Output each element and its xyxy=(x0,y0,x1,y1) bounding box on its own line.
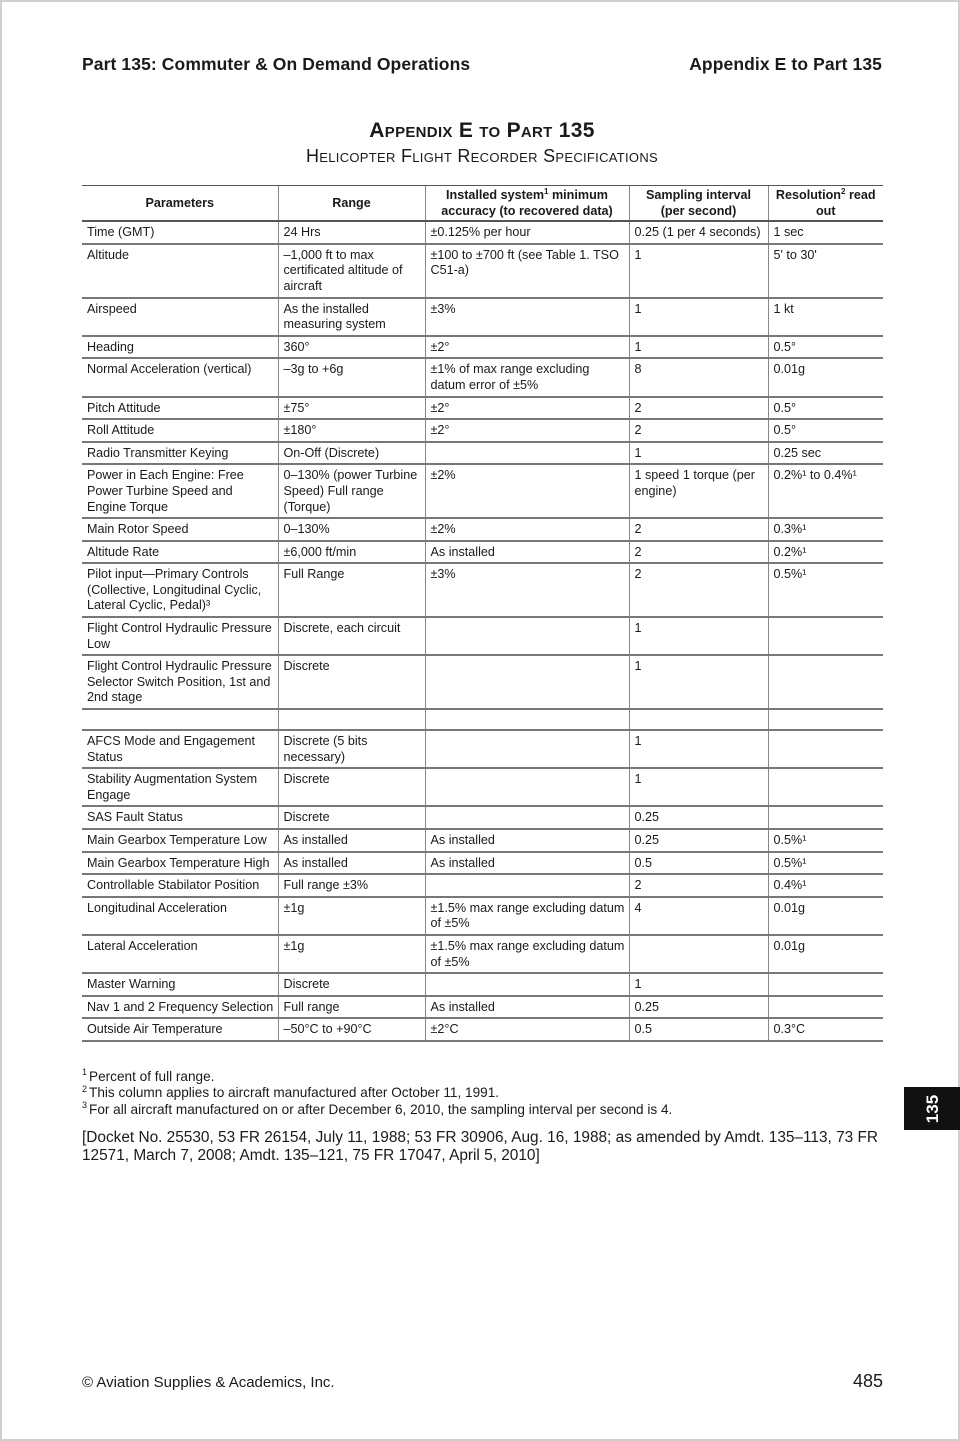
cell-resolution xyxy=(768,709,883,730)
cell-resolution: 0.01g xyxy=(768,935,883,973)
cell-sampling-interval: 1 xyxy=(629,442,768,465)
cell-sampling-interval: 1 xyxy=(629,617,768,655)
cell-range: Full range ±3% xyxy=(278,874,425,897)
cell-parameter: Nav 1 and 2 Frequency Selection xyxy=(82,996,278,1019)
cell-range: 0–130% xyxy=(278,518,425,541)
cell-range: –50°C to +90°C xyxy=(278,1018,425,1041)
cell-resolution: 0.5%¹ xyxy=(768,852,883,875)
cell-sampling-interval: 0.25 (1 per 4 seconds) xyxy=(629,221,768,244)
footnote: $^3$ For all aircraft manufactured on or after December 6, 2010, the sampling interval per second is 4. xyxy=(82,1100,673,1117)
cell-range: As the installed measuring system xyxy=(278,298,425,336)
title-block xyxy=(42,119,922,167)
table-row xyxy=(82,709,883,730)
cell-range: Discrete (5 bits necessary) xyxy=(278,730,425,768)
table-row xyxy=(82,397,883,420)
cell-range: ±1g xyxy=(278,935,425,973)
cell-accuracy: ±3% xyxy=(425,298,629,336)
cell-resolution: 0.5° xyxy=(768,397,883,420)
cell-resolution: 0.5° xyxy=(768,336,883,359)
cell-sampling-interval: 2 xyxy=(629,874,768,897)
cell-resolution: 0.2%¹ xyxy=(768,541,883,564)
table-row xyxy=(82,897,883,935)
cell-accuracy: ±1% of max range excluding datum error of ±5% xyxy=(425,358,629,396)
cell-range: –3g to +6g xyxy=(278,358,425,396)
cell-parameter: Pilot input—Primary Controls (Collective, Longitudinal Cyclic, Lateral Cyclic, Pedal)³ xyxy=(82,563,278,617)
page-footer xyxy=(82,1371,883,1392)
table-row xyxy=(82,518,883,541)
cell-parameter: Main Gearbox Temperature Low xyxy=(82,829,278,852)
cell-range: ±1g xyxy=(278,897,425,935)
cell-accuracy xyxy=(425,874,629,897)
cell-parameter: Radio Transmitter Keying xyxy=(82,442,278,465)
cell-accuracy: ±2°C xyxy=(425,1018,629,1041)
cell-range: 0–130% (power Turbine Speed) Full range (Torque) xyxy=(278,464,425,518)
cell-parameter: Roll Attitude xyxy=(82,419,278,442)
cell-sampling-interval: 1 xyxy=(629,244,768,298)
cell-sampling-interval: 2 xyxy=(629,541,768,564)
cell-accuracy: ±2° xyxy=(425,397,629,420)
cell-accuracy xyxy=(425,617,629,655)
cell-resolution: 0.25 sec xyxy=(768,442,883,465)
table-row xyxy=(82,852,883,875)
cell-range: ±6,000 ft/min xyxy=(278,541,425,564)
cell-sampling-interval: 1 xyxy=(629,298,768,336)
table-row xyxy=(82,1018,883,1041)
table-row xyxy=(82,563,883,617)
table-row xyxy=(82,442,883,465)
cell-resolution: 0.4%¹ xyxy=(768,874,883,897)
cell-resolution xyxy=(768,617,883,655)
cell-sampling-interval xyxy=(629,935,768,973)
cell-range: ±75° xyxy=(278,397,425,420)
section-tab-label: 135 xyxy=(923,1094,942,1123)
cell-accuracy: ±1.5% max range excluding datum of ±5% xyxy=(425,897,629,935)
table-row xyxy=(82,336,883,359)
cell-sampling-interval: 2 xyxy=(629,563,768,617)
header-parameters: Parameters xyxy=(82,186,278,222)
cell-accuracy xyxy=(425,655,629,709)
cell-parameter: Altitude xyxy=(82,244,278,298)
cell-resolution xyxy=(768,996,883,1019)
table-row xyxy=(82,996,883,1019)
cell-range: As installed xyxy=(278,829,425,852)
cell-parameter: Main Gearbox Temperature High xyxy=(82,852,278,875)
footnote: $^2$ This column applies to aircraft manufactured after October 11, 1991. xyxy=(82,1083,500,1101)
cell-accuracy: ±100 to ±700 ft (see Table 1. TSO C51-a) xyxy=(425,244,629,298)
cell-accuracy: As installed xyxy=(425,829,629,852)
cell-sampling-interval: 1 xyxy=(629,336,768,359)
cell-resolution: 0.3°C xyxy=(768,1018,883,1041)
cell-accuracy xyxy=(425,730,629,768)
table-row xyxy=(82,730,883,768)
cell-sampling-interval: 0.5 xyxy=(629,852,768,875)
cell-sampling-interval: 0.25 xyxy=(629,806,768,829)
table-row xyxy=(82,358,883,396)
cell-accuracy: ±2% xyxy=(425,464,629,518)
header-resolution: Resolution$^2$ read out xyxy=(768,186,883,222)
cell-accuracy xyxy=(425,709,629,730)
cell-sampling-interval: 1 speed 1 torque (per engine) xyxy=(629,464,768,518)
cell-parameter: Controllable Stabilator Position xyxy=(82,874,278,897)
cell-resolution: 0.01g xyxy=(768,897,883,935)
table-row xyxy=(82,935,883,973)
cell-resolution: 0.5%¹ xyxy=(768,829,883,852)
cell-resolution xyxy=(768,768,883,806)
cell-range: On-Off (Discrete) xyxy=(278,442,425,465)
cell-accuracy: ±2° xyxy=(425,419,629,442)
cell-sampling-interval: 0.25 xyxy=(629,829,768,852)
table-row xyxy=(82,464,883,518)
cell-resolution: 0.01g xyxy=(768,358,883,396)
cell-sampling-interval: 0.25 xyxy=(629,996,768,1019)
cell-resolution xyxy=(768,730,883,768)
table-row xyxy=(82,768,883,806)
appendix-subtitle: Helicopter Flight Recorder Specifications xyxy=(306,146,658,166)
cell-resolution xyxy=(768,806,883,829)
cell-resolution: 1 sec xyxy=(768,221,883,244)
cell-parameter: Time (GMT) xyxy=(82,221,278,244)
cell-sampling-interval: 2 xyxy=(629,397,768,420)
copyright: © Aviation Supplies & Academics, Inc. xyxy=(82,1374,335,1391)
cell-accuracy xyxy=(425,442,629,465)
flight-recorder-spec-table xyxy=(82,185,883,1042)
cell-range: Discrete xyxy=(278,768,425,806)
cell-range: Discrete xyxy=(278,973,425,996)
cell-range: 24 Hrs xyxy=(278,221,425,244)
table-row xyxy=(82,419,883,442)
cell-resolution: 0.5%¹ xyxy=(768,563,883,617)
running-header xyxy=(82,54,882,75)
cell-parameter: AFCS Mode and Engagement Status xyxy=(82,730,278,768)
cell-sampling-interval: 1 xyxy=(629,768,768,806)
page-number: 485 xyxy=(852,1371,883,1391)
table-row xyxy=(82,973,883,996)
cell-sampling-interval: 1 xyxy=(629,655,768,709)
running-header-right: Appendix E to Part 135 xyxy=(689,54,882,74)
table-header-row xyxy=(82,186,883,222)
cell-accuracy: As installed xyxy=(425,996,629,1019)
cell-parameter: SAS Fault Status xyxy=(82,806,278,829)
cell-resolution: 0.2%¹ to 0.4%¹ xyxy=(768,464,883,518)
cell-range: Discrete xyxy=(278,655,425,709)
cell-resolution xyxy=(768,973,883,996)
cell-resolution: 0.3%¹ xyxy=(768,518,883,541)
cell-parameter: Main Rotor Speed xyxy=(82,518,278,541)
cell-resolution xyxy=(768,655,883,709)
cell-accuracy: As installed xyxy=(425,852,629,875)
cell-sampling-interval: 1 xyxy=(629,973,768,996)
cell-parameter xyxy=(82,709,278,730)
cell-parameter: Altitude Rate xyxy=(82,541,278,564)
cell-range: ±180° xyxy=(278,419,425,442)
table-row xyxy=(82,829,883,852)
table-row xyxy=(82,874,883,897)
section-tab xyxy=(904,1087,960,1130)
cell-accuracy: ±3% xyxy=(425,563,629,617)
table-row xyxy=(82,221,883,244)
cell-range: Discrete xyxy=(278,806,425,829)
table-row xyxy=(82,541,883,564)
cell-parameter: Normal Acceleration (vertical) xyxy=(82,358,278,396)
running-header-left: Part 135: Commuter & On Demand Operations xyxy=(82,54,471,74)
cell-resolution: 1 kt xyxy=(768,298,883,336)
table-row xyxy=(82,806,883,829)
table-body xyxy=(82,221,883,1041)
cell-accuracy: ±2° xyxy=(425,336,629,359)
cell-parameter: Pitch Attitude xyxy=(82,397,278,420)
appendix-title: Appendix E to Part 135 xyxy=(369,119,595,142)
cell-resolution: 5' to 30' xyxy=(768,244,883,298)
footnotes xyxy=(82,1069,902,1118)
cell-accuracy: ±1.5% max range excluding datum of ±5% xyxy=(425,935,629,973)
cell-accuracy xyxy=(425,806,629,829)
cell-parameter: Stability Augmentation System Engage xyxy=(82,768,278,806)
cell-sampling-interval: 2 xyxy=(629,518,768,541)
cell-range: Full Range xyxy=(278,563,425,617)
cell-sampling-interval: 1 xyxy=(629,730,768,768)
cell-parameter: Flight Control Hydraulic Pressure Low xyxy=(82,617,278,655)
cell-sampling-interval: 8 xyxy=(629,358,768,396)
cell-parameter: Flight Control Hydraulic Pressure Selector Switch Position, 1st and 2nd stage xyxy=(82,655,278,709)
header-sampling-interval: Sampling interval (per second) xyxy=(629,186,768,222)
cell-accuracy: ±0.125% per hour xyxy=(425,221,629,244)
cell-range: Discrete, each circuit xyxy=(278,617,425,655)
table-row xyxy=(82,298,883,336)
docket-citation: [Docket No. 25530, 53 FR 26154, July 11, 1988; 53 FR 30906, Aug. 16, 1988; as amended by Amdt. 135–113, 73 FR 12571, March 7, 2008; Amdt. 135–121, 75 FR 17047, April 5, 2010] xyxy=(82,1129,878,1164)
cell-parameter: Power in Each Engine: Free Power Turbine Speed and Engine Torque xyxy=(82,464,278,518)
table-row xyxy=(82,655,883,709)
cell-parameter: Longitudinal Acceleration xyxy=(82,897,278,935)
cell-range: As installed xyxy=(278,852,425,875)
cell-resolution: 0.5° xyxy=(768,419,883,442)
cell-accuracy xyxy=(425,768,629,806)
table-row xyxy=(82,617,883,655)
cell-range: 360° xyxy=(278,336,425,359)
cell-accuracy: As installed xyxy=(425,541,629,564)
cell-sampling-interval xyxy=(629,709,768,730)
footnote: $^1$ Percent of full range. xyxy=(82,1067,215,1084)
cell-range: –1,000 ft to max certificated altitude of aircraft xyxy=(278,244,425,298)
cell-accuracy xyxy=(425,973,629,996)
cell-range: Full range xyxy=(278,996,425,1019)
cell-sampling-interval: 4 xyxy=(629,897,768,935)
cell-parameter: Master Warning xyxy=(82,973,278,996)
table-row xyxy=(82,244,883,298)
cell-range xyxy=(278,709,425,730)
cell-sampling-interval: 2 xyxy=(629,419,768,442)
cell-parameter: Lateral Acceleration xyxy=(82,935,278,973)
cell-parameter: Heading xyxy=(82,336,278,359)
cell-sampling-interval: 0.5 xyxy=(629,1018,768,1041)
header-range: Range xyxy=(278,186,425,222)
header-accuracy: Installed system$^1$ minimum accuracy (to recovered data) xyxy=(425,186,629,222)
cell-parameter: Outside Air Temperature xyxy=(82,1018,278,1041)
cell-parameter: Airspeed xyxy=(82,298,278,336)
cell-accuracy: ±2% xyxy=(425,518,629,541)
